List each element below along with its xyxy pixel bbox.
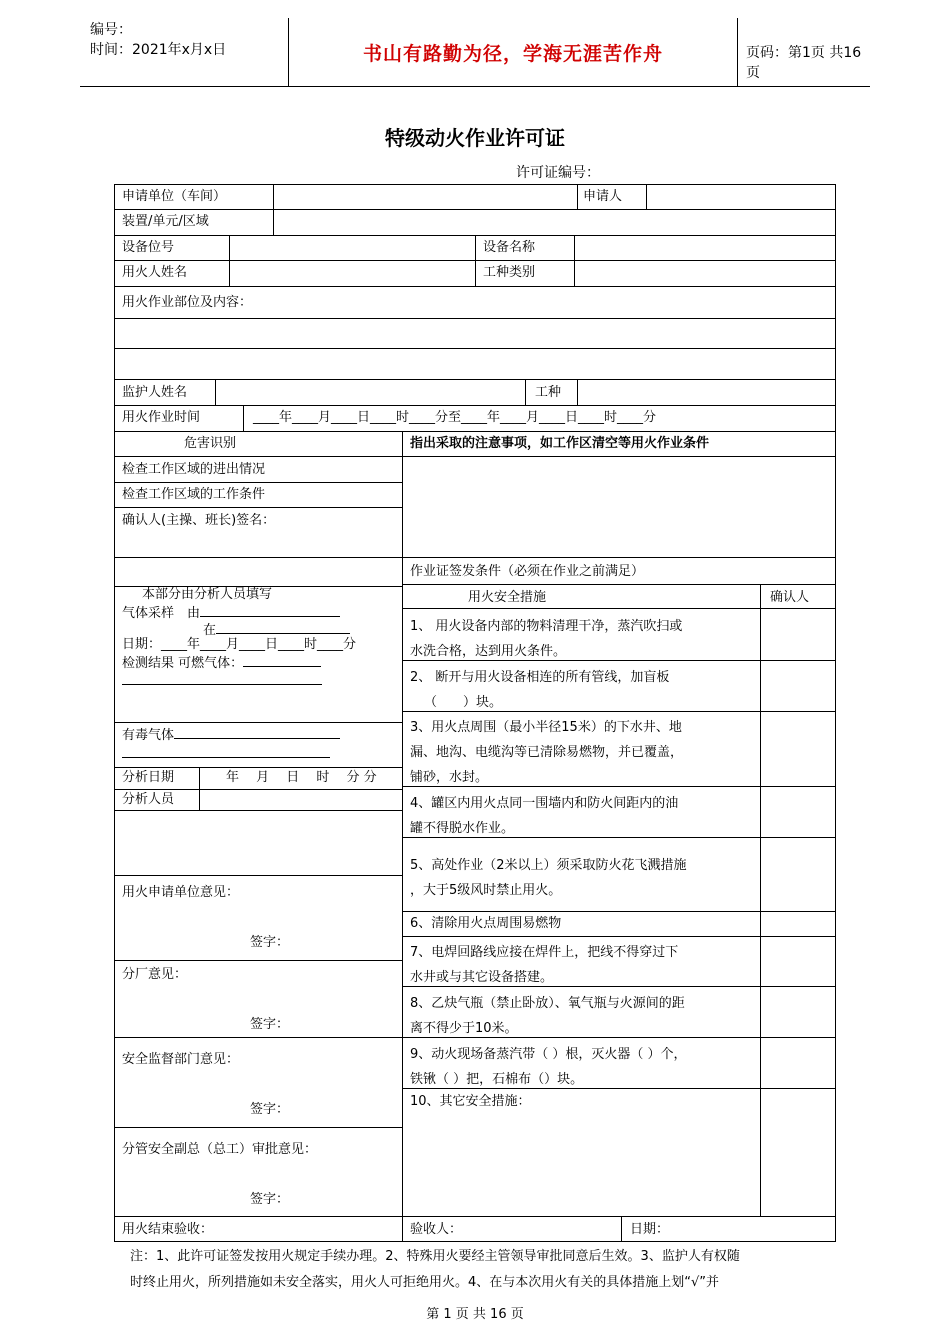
safety-measures-header: 用火安全措施 xyxy=(468,590,547,605)
guardian-work-type-label: 工种 xyxy=(535,385,562,400)
toxic-gas-underline xyxy=(122,757,330,758)
measure-item: 4、罐区内用火点同一围墙内和防火间距内的油 罐不得脱水作业。 xyxy=(410,796,679,836)
equipment-no-label: 设备位号 xyxy=(122,240,175,255)
permit-number-label: 许可证编号： xyxy=(516,165,600,181)
fire-time-label: 用火作业时间 xyxy=(122,410,201,425)
measure-item: 6、清除用火点周围易燃物 xyxy=(410,916,562,931)
guardian-name-label: 监护人姓名 xyxy=(122,385,188,400)
work-type-label: 工种类别 xyxy=(483,265,536,280)
measure-item: 10、其它安全措施： xyxy=(410,1094,531,1109)
note-line: 时终止用火，所列措施如未安全落实，用火人可拒绝用火。4、在与本次用火有关的具体措施上划“√”并 xyxy=(130,1275,720,1290)
device-area-label: 装置/单元/区域 xyxy=(122,214,209,229)
measure-item: 1、 用火设备内部的物料清理干净，蒸汽吹扫或 水洗合格，达到用火条件。 xyxy=(410,619,683,659)
test-result-underline xyxy=(122,684,322,685)
fire-time-template: ____年____月____日____时____分至____年____月____日____时____分 xyxy=(253,410,657,425)
unit-opinion-label: 用火申请单位意见： xyxy=(122,885,240,900)
gas-sampling-at-label: 在 xyxy=(203,620,350,640)
toxic-gas-label: 有毒气体 xyxy=(122,725,340,745)
hazard-id-label: 危害识别 xyxy=(184,436,237,451)
fire-user-name-label: 用火人姓名 xyxy=(122,265,188,280)
header-left xyxy=(90,20,226,60)
issue-conditions-label: 作业证签发条件（必须在作业之前满足） xyxy=(410,564,645,579)
doc-time-label: 时间：2021年x月x日 xyxy=(90,42,227,58)
header-motto: 书山有路勤为径，学海无涯苦作舟 xyxy=(288,18,738,86)
check-conditions-label: 检查工作区域的工作条件 xyxy=(122,487,266,502)
page-header xyxy=(80,18,870,87)
header-page-label: 页码：第1页 共16页 xyxy=(746,45,862,81)
applicant-unit-label: 申请单位（车间） xyxy=(122,189,227,204)
gas-sampling-from-label: 气体采样 由 xyxy=(122,603,340,623)
test-result-label: 检测结果 可燃气体： xyxy=(122,653,321,673)
safety-dept-opinion-sign: 签字： xyxy=(250,1102,290,1117)
applicant-label: 申请人 xyxy=(583,189,623,204)
unit-opinion-sign: 签字： xyxy=(250,935,290,950)
completion-label: 用火结束验收： xyxy=(122,1222,214,1237)
analysis-date-label: 分析日期 xyxy=(122,770,175,785)
safety-dept-opinion-label: 安全监督部门意见： xyxy=(122,1052,240,1067)
analyst-label: 分析人员 xyxy=(122,792,175,807)
analysis-date-fields: 年 月 日 时 分 分 xyxy=(226,770,377,785)
precautions-label: 指出采取的注意事项，如工作区清空等用火作业条件 xyxy=(410,436,710,451)
measure-item: 7、电焊回路线应接在焊件上，把线不得穿过下 水井或与其它设备搭建。 xyxy=(410,945,679,985)
vp-opinion-label: 分管安全副总（总工）审批意见： xyxy=(122,1142,318,1157)
measure-item: 5、高处作业（2米以上）须采取防火花飞溅措施 ，大于5级风时禁止用火。 xyxy=(410,858,687,898)
check-access-label: 检查工作区域的进出情况 xyxy=(122,462,266,477)
fire-location-label: 用火作业部位及内容： xyxy=(122,295,253,310)
measure-item: 3、用火点周围（最小半径15米）的下水井、地 漏、地沟、电缆沟等已清除易燃物，并已覆盖， 铺砂，水封。 xyxy=(410,720,684,785)
sampling-date-line: 日期：____年____月____日____时____分 xyxy=(122,637,357,652)
completion-date-label: 日期： xyxy=(630,1222,670,1237)
inspector-label: 验收人： xyxy=(410,1222,463,1237)
branch-opinion-sign: 签字： xyxy=(250,1017,290,1032)
page-footer: 第 1 页 共 16 页 xyxy=(426,1307,524,1322)
branch-opinion-label: 分厂意见： xyxy=(122,967,188,982)
measure-item: 2、 断开与用火设备相连的所有管线，加盲板 （ ）块。 xyxy=(410,670,670,710)
note-line: 注：1、此许可证签发按用火规定手续办理。2、特殊用火要经主管领导审批同意后生效。3、监护人有权随 xyxy=(130,1249,740,1264)
measure-item: 9、动火现场备蒸汽带（ ）根，灭火器（ ）个， 铁锹（ ）把，石棉布（）块。 xyxy=(410,1047,687,1087)
form-title: 特级动火作业许可证 xyxy=(385,126,565,150)
vp-opinion-sign: 签字： xyxy=(250,1192,290,1207)
confirmer-sign-label: 确认人(主操、班长)签名： xyxy=(122,513,276,528)
doc-number-label: 编号： xyxy=(90,22,132,38)
confirmer-header: 确认人 xyxy=(770,590,810,605)
measure-item: 8、乙炔气瓶（禁止卧放）、氧气瓶与火源间的距 离不得少于10米。 xyxy=(410,996,685,1036)
equipment-name-label: 设备名称 xyxy=(483,240,536,255)
notes xyxy=(130,1244,830,1296)
analyst-section-label: 本部分由分析人员填写 xyxy=(142,587,273,602)
